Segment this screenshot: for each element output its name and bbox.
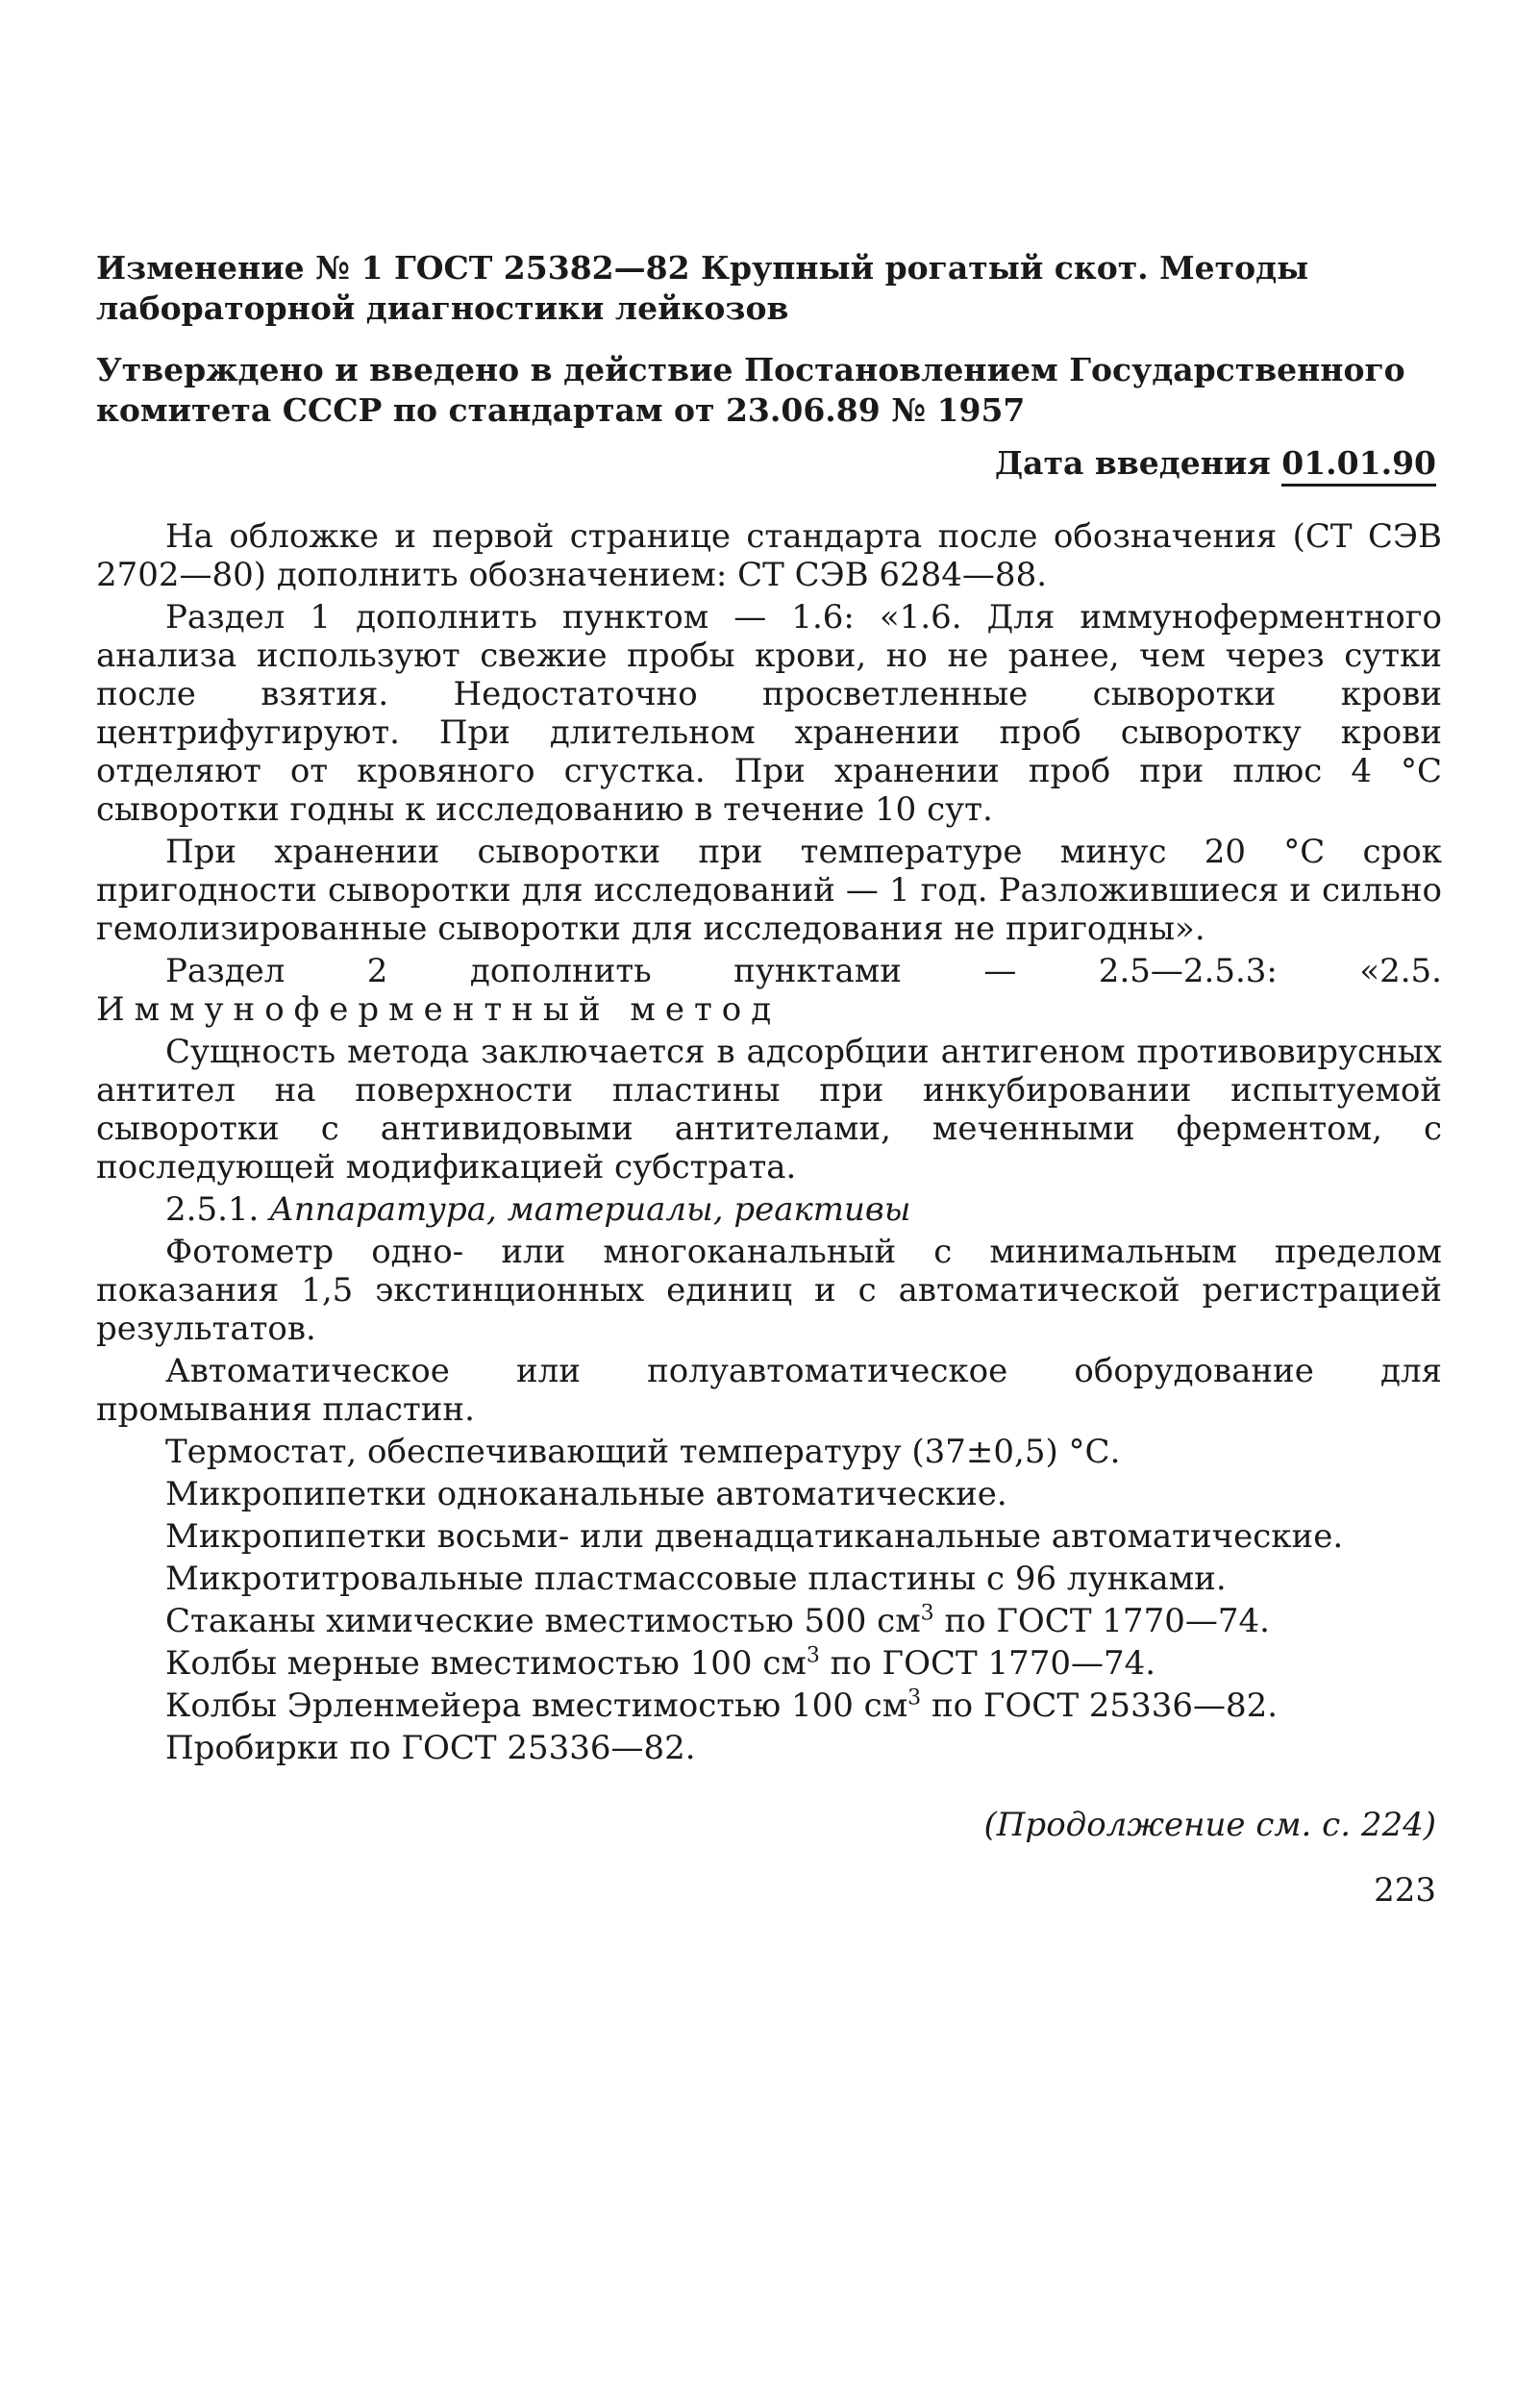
item-test-tubes: Пробирки по ГОСТ 25336—82.: [165, 1729, 696, 1767]
paragraph-section2-addition: [96, 952, 1442, 1029]
approval-statement: Утверждено и введено в действие Постановлением Государственного комитета СССР по стандартам от 23.06.89 № 1957: [96, 351, 1405, 429]
method-name-spaced: Иммуноферментный метод: [96, 990, 782, 1029]
paragraph-method-essence: Сущность метода заключается в адсорбции антигеном противовирусных антител на поверхности пластины при инкубировании испытуемой сыворотки с антивидовыми антителами, меченными ферментом, с последующей модификацией субстрата.: [96, 1033, 1442, 1187]
paragraph-section1-addition: Раздел 1 дополнить пунктом — 1.6: «1.6. Для иммуноферментного анализа используют свежие пробы крови, но не ранее, чем через сутки после взятия. Недостаточно просветленные сыворотки крови центрифугируют. При длительном хранении проб сыворотку крови отделяют от кровяного сгустка. При хранении проб при плюс 4 °С сыворотки годны к исследованию в течение 10 сут.: [96, 598, 1442, 829]
item-single-channel-pipettes: Микропипетки одноканальные автоматические.: [165, 1475, 1007, 1513]
item-thermostat: Термостат, обеспечивающий температуру (37±0,5) °С.: [165, 1433, 1121, 1471]
amendment-body: [96, 517, 1442, 1767]
subsection-2-5-1: [96, 1190, 1442, 1229]
item-microtiter-plates: Микротитровальные пластмассовые пластины с 96 лунками.: [165, 1560, 1227, 1598]
subsection-title: Аппаратура, материалы, реактивы: [269, 1190, 911, 1229]
item-washing-equipment: Автоматическое или полуавтоматическое оборудование для промывания пластин.: [96, 1352, 1442, 1429]
effective-date-label: Дата введения: [994, 444, 1271, 482]
section2-prefix: Раздел 2 дополнить пунктами — 2.5—2.5.3: «2.5.: [165, 952, 1442, 990]
document-page: [96, 248, 1442, 1910]
item-multi-channel-pipettes: Микропипетки восьми- или двенадцатиканальные автоматические.: [165, 1517, 1344, 1556]
effective-date-value: 01.01.90: [1281, 444, 1436, 487]
item-photometer: Фотометр одно- или многоканальный с минимальным пределом показания 1,5 экстинционных единиц и с автоматической регистрацией результатов.: [96, 1233, 1442, 1348]
item-beakers: Стаканы химические вместимостью 500 $см^3$ по ГОСТ 1770—74.: [165, 1601, 1270, 1640]
paragraph-cover-designation: На обложке и первой странице стандарта после обозначения (СТ СЭВ 2702—80) дополнить обозначением: СТ СЭВ 6284—88.: [96, 517, 1442, 594]
continuation-note: (Продолжение см. с. 224): [983, 1806, 1436, 1844]
subsection-number: 2.5.1.: [165, 1190, 260, 1229]
page-number: 223: [1374, 1871, 1436, 1910]
effective-date: [96, 444, 1442, 483]
item-volumetric-flasks: Колбы мерные вместимостью 100 $см^3$ по ГОСТ 1770—74.: [165, 1643, 1156, 1683]
paragraph-storage-frozen: При хранении сыворотки при температуре минус 20 °С срок пригодности сыворотки для исследований — 1 год. Разложившиеся и сильно гемолизированные сыворотки для исследования не пригодны».: [96, 833, 1442, 948]
item-erlenmeyer-flasks: Колбы Эрленмейера вместимостью 100 $см^3$ по ГОСТ 25336—82.: [165, 1686, 1279, 1725]
amendment-title: Изменение № 1 ГОСТ 25382—82 Крупный рогатый скот. Методы лабораторной диагностики лейкозов: [96, 249, 1309, 327]
